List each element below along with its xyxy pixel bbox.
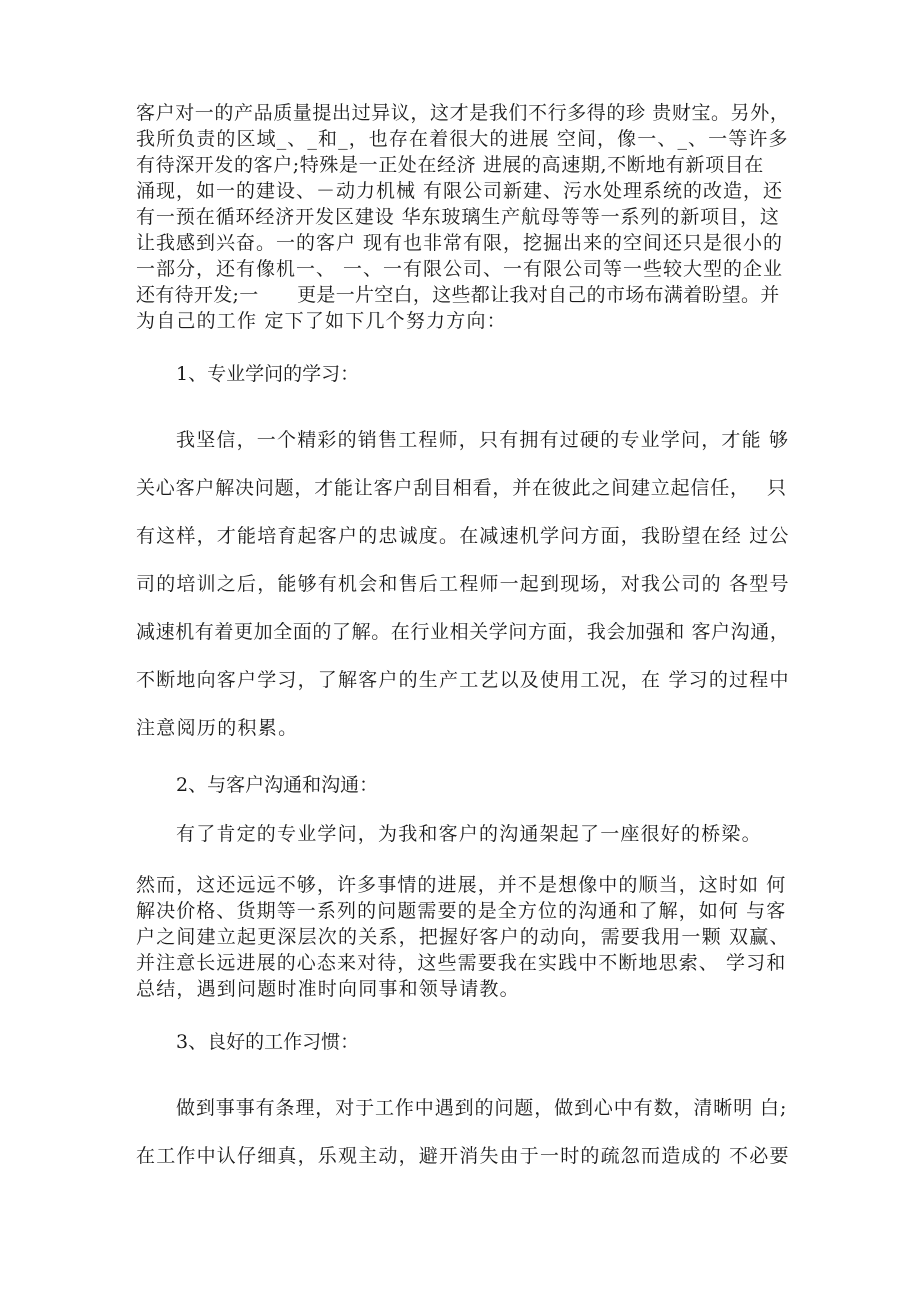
text-line: 司的培训之后，能够有机会和售后工程师一起到现场，对我公司的 各型号: [136, 573, 790, 595]
text-line: 有待深开发的客户;特殊是一正处在经济 进展的高速期,不断地有新项目在: [136, 154, 764, 176]
text-line: 我所负责的区域_、_和_，也存在着很大的进展 空间，像一、_、一等许多: [136, 128, 789, 150]
text-line: 我坚信，一个精彩的销售工程师，只有拥有过硬的专业学问，才能 够: [176, 429, 790, 451]
text-line: 涌现，如一的建设、－动力机械 有限公司新建、污水处理系统的改造，还: [136, 180, 784, 202]
text-line: 有这样，才能培育起客户的忠诚度。在减速机学问方面，我盼望在经 过公: [136, 525, 790, 547]
text-line: 解决价格、货期等一系列的问题需要的是全方位的沟通和了解，如何 与客: [136, 900, 787, 922]
text-line: 不断地向客户学习，了解客户的生产工艺以及使用工况，在 学习的过程中: [136, 669, 790, 691]
section-heading-2: 2、与客户沟通和沟通：: [176, 774, 379, 796]
text-line: 并注意长远进展的心态来对待，这些需要我在实践中不断地思索、 学习和: [136, 952, 787, 974]
text-line: 客户对一的产品质量提出过异议，这才是我们不行多得的珍 贵财宝。另外，: [136, 102, 790, 124]
text-line: 让我感到兴奋。一的客户 现有也非常有限，挖掘出来的空间还只是很小的: [136, 232, 784, 254]
text-line: 还有待开发;一 更是一片空白，这些都让我对自己的市场布满着盼望。并: [136, 284, 780, 306]
text-line: 有了肯定的专业学问，为我和客户的沟通架起了一座很好的桥梁。: [176, 823, 762, 845]
text-line: 关心客户解决问题，才能让客户刮目相看，并在彼此之间建立起信任， 只: [136, 477, 787, 499]
text-line: 减速机有着更加全面的了解。在行业相关学问方面，我会加强和 客户沟通，: [136, 621, 790, 643]
section-heading-3: 3、良好的工作习惯：: [176, 1031, 360, 1053]
text-line: 为自己的工作 定下了如下几个努力方向：: [136, 310, 507, 332]
section-heading-1: 1、专业学问的学习：: [176, 363, 360, 385]
text-line: 然而，这还远远不够，许多事情的进展，并不是想像中的顺当，这时如 何: [136, 874, 787, 896]
text-line: 户之间建立起更深层次的关系，把握好客户的动向，需要我用一颗 双赢、: [136, 926, 790, 948]
text-line: 做到事事有条理，对于工作中遇到的问题，做到心中有数，清晰明 白;: [176, 1097, 788, 1119]
text-line: 注意阅历的积累。: [136, 717, 299, 739]
text-line: 在工作中认仔细真，乐观主动，避开消失由于一时的疏忽而造成的 不必要: [136, 1145, 790, 1167]
text-line: 一部分，还有像机一、 一、一有限公司、一有限公司等一些较大型的企业: [136, 258, 784, 280]
text-line: 有一预在循环经济开发区建设 华东玻璃生产航母等等一系列的新项目，这: [136, 206, 780, 228]
text-line: 总结，遇到问题时准时向同事和领导请教。: [136, 978, 520, 1000]
